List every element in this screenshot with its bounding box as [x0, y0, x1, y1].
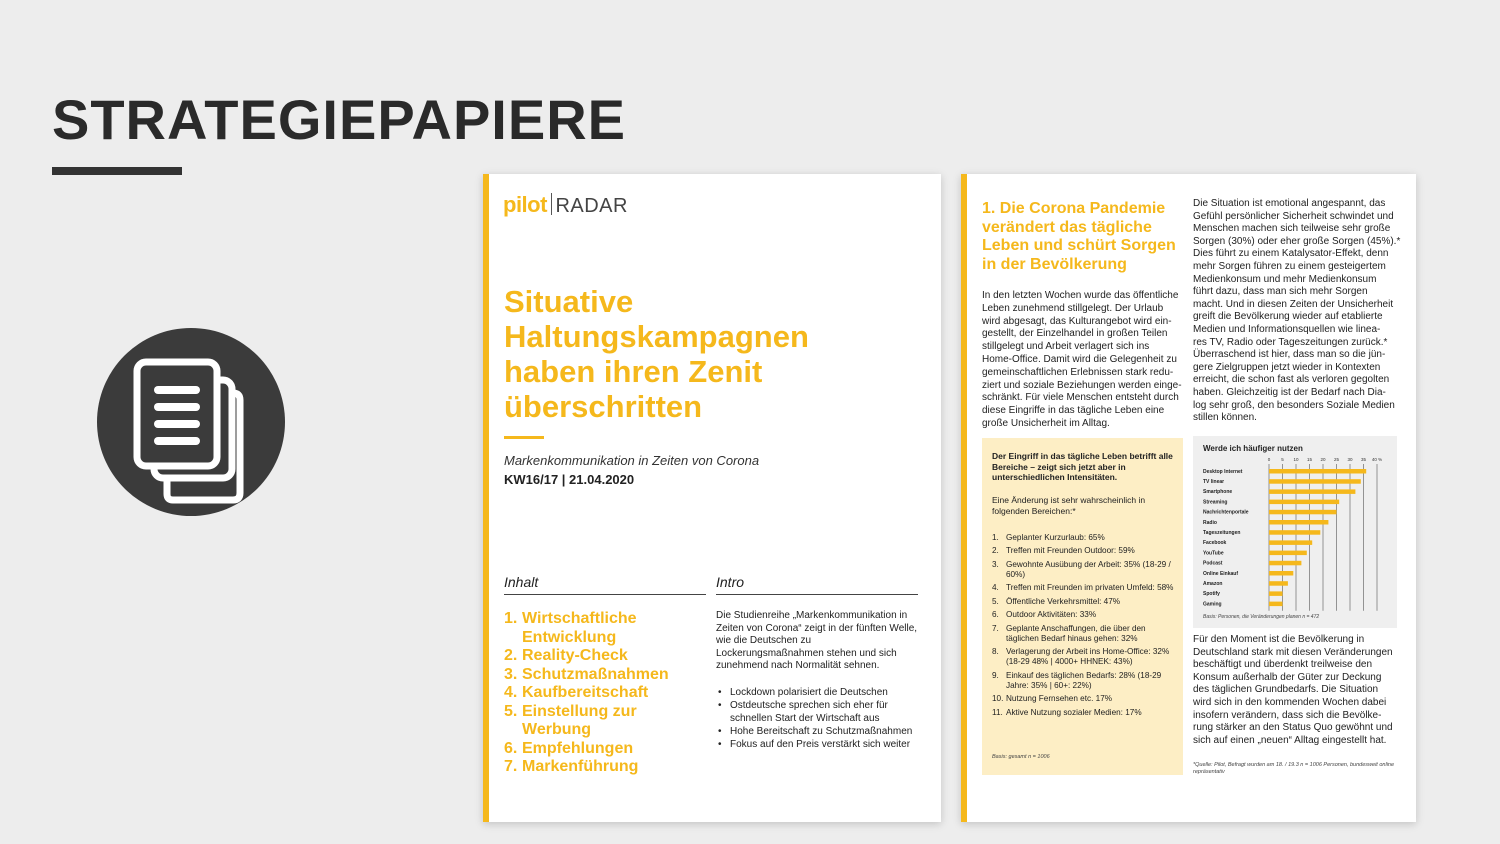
box-list-item: 1. Geplanter Kurzurlaub: 65% [992, 533, 1105, 542]
intro-bullet: • Hohe Bereitschaft zu Schutzmaßnahmen [716, 725, 926, 738]
chart-title: Werde ich häufiger nutzen [1203, 444, 1303, 453]
box-subheading: Eine Änderung ist sehr wahrscheinlich in folgenden Bereichen:* [992, 495, 1146, 516]
page-accent-edge [961, 174, 967, 822]
source-footnote: *Quelle: Pilot, Befragt wurden am 18. / 19.3 n = 1006 Personen, bundesweit online repräsentativ [1193, 762, 1395, 775]
section-body-left: In den letzten Wochen wurde das öffentliche Leben zunehmend stillgelegt. Der Urlaub wird abgesagt, das Kulturangebot wird ein- gestellt, der Einzelhandel in großen Teilen stillgelegt und Arbeit verlagert sich ins Home-Office. Damit wird die Gelegenheit zu gemeinschaftlichen Erlebnissen stark redu- ziert und soziale Beziehungen werden einge- schränkt. Für viele Menschen entsteht durch diese Eingriffe in das tägliche Leben eine große Unsicherheit im Alltag. [982, 290, 1182, 429]
toc-item[interactable]: 2. Reality-Check [504, 647, 628, 664]
toc-item[interactable]: 6. Empfehlungen [504, 739, 634, 757]
category-label: Spotify [1203, 591, 1220, 598]
tick-label: 35 [1360, 457, 1367, 462]
page-accent-edge [483, 174, 489, 822]
bar [1269, 571, 1293, 576]
inhalt-heading: Inhalt [504, 574, 539, 590]
category-label: Nachrichtenportale [1203, 509, 1249, 516]
documents-icon [97, 328, 285, 516]
category-label: Amazon [1203, 581, 1223, 587]
box-list-item: 2. Treffen mit Freunden Outdoor: 59% [992, 546, 1135, 556]
box-list-item: 7. Geplante Anschaffungen, die über den täglichen Bedarf hinaus gehen: 32% [992, 623, 1146, 643]
toc-item-continued: Entwicklung [522, 628, 617, 646]
intro-bullet: • Fokus auf den Preis verstärkt sich weiter [716, 738, 926, 751]
box-list [992, 533, 1180, 721]
intro-text: Die Studienreihe „Markenkommunikation in Zeiten von Corona“ zeigt in der fünften Welle, wie die Deutschen zu Lockerungsmaßnahmen stehen und sich zunehmend nach Normalität sehnen. [716, 610, 918, 671]
bar [1269, 510, 1337, 515]
section-heading: 1. Die Corona Pandemie verändert das tägliche Leben und schürt Sorgen in der Bevölkerung [982, 200, 1176, 273]
box-list-item: 11. Aktive Nutzung sozialer Medien: 17% [992, 707, 1142, 717]
tick-label: 20 [1320, 457, 1326, 462]
toc-item[interactable]: 4. Kaufbereitschaft [504, 684, 649, 701]
document-page-content [961, 174, 1416, 822]
category-label: Online Einkauf [1203, 570, 1239, 577]
slide-title: STRATEGIEPAPIERE [52, 88, 627, 151]
toc-item[interactable]: 5. Einstellung zur [504, 702, 637, 720]
table-of-contents [504, 610, 704, 777]
box-list-item: 5. Öffentliche Verkehrsmittel: 47% [992, 596, 1121, 606]
category-label: TV linear [1203, 479, 1225, 485]
category-label: Smartphone [1203, 489, 1233, 496]
tick-label: 30 [1347, 457, 1353, 462]
bar [1269, 489, 1355, 494]
category-label: Streaming [1203, 499, 1228, 506]
inhalt-rule [504, 594, 706, 595]
toc-item[interactable]: 7. Markenführung [504, 758, 639, 775]
bar [1269, 469, 1366, 474]
title-underline [52, 167, 182, 175]
box-list-item: 4. Treffen mit Freunden im privaten Umfeld: 58% [992, 583, 1174, 593]
category-label: YouTube [1203, 550, 1224, 557]
intro-bullet: • Lockdown polarisiert die Deutschen [716, 686, 926, 699]
tick-label: 25 [1333, 457, 1340, 462]
category-label: Gaming [1203, 601, 1222, 608]
intro-bullet: • Ostdeutsche sprechen sich eher für schnellen Start der Wirtschaft aus [716, 699, 926, 725]
category-label: Desktop Internet [1203, 468, 1243, 475]
bar [1269, 540, 1312, 545]
toc-item[interactable]: 1. Wirtschaftliche [504, 610, 637, 627]
intro-heading: Intro [716, 574, 745, 590]
toc-item-continued: Werbung [522, 721, 592, 738]
tick-label: 40 % [1371, 457, 1383, 462]
intro-bullets [716, 686, 926, 751]
category-label: Radio [1203, 519, 1217, 526]
box-list-item: 3. Gewohnte Ausübung der Arbeit: 35% (18-29 / 60%) [992, 559, 1171, 579]
bar [1269, 530, 1320, 535]
box-heading: Der Eingriff in das tägliche Leben betrifft alle Bereiche – zeigt sich jetzt aber in unterschiedlichen Intensitäten. [992, 451, 1173, 482]
pilot-radar-logo: pilot RADAR [503, 192, 628, 217]
box-footnote: Basis: gesamt n = 1006 [992, 754, 1050, 760]
category-label: Podcast [1203, 560, 1223, 567]
bar [1269, 551, 1307, 556]
bar [1269, 479, 1361, 484]
box-list-item: 10. Nutzung Fernsehen etc. 17% [992, 694, 1113, 704]
box-list-item: 6. Outdoor Aktivitäten: 33% [992, 610, 1097, 620]
intro-rule [716, 594, 918, 595]
section-body-right: Die Situation ist emotional angespannt, das Gefühl persönlicher Sicherheit schwindet und Menschen machen sich teilweise sehr große Sorgen (30%) oder eher große Sorgen (45%).* Dies führt zu einem Katalysator-Effekt, denn mehr Sorgen führen zu einem gesteigertem Medienkonsum und mehr Medienkonsum führt dazu, dass man sich mehr Sorgen macht. Und in diesen Zeiten der Unsicherheit greift die Bevölkerung wieder auf etablierte Medien und Informationsquellen wie linea- res TV, Radio oder Tageszeitungen zurück.* Überraschend ist hier, dass man so die jün- gere Zielgruppen jetzt wieder in Kontexten erreicht, die schon fast als verloren gegolten haben. Gleichzeitig ist der Bedarf nach Dia- log sehr groß, den besonders Soziale Medien stillen können. [1193, 198, 1401, 424]
bar [1269, 500, 1339, 505]
toc-item[interactable]: 3. Schutzmaßnahmen [504, 665, 669, 683]
document-date: KW16/17 | 21.04.2020 [504, 472, 635, 487]
media-usage-chart [1193, 436, 1397, 628]
bar [1269, 591, 1283, 596]
category-label: Facebook [1203, 540, 1227, 547]
category-label: Tageszeitungen [1203, 530, 1241, 536]
title-rule [504, 436, 544, 439]
box-list-item: 8. Verlagerung der Arbeit ins Home-Office: 32% (18-29 48% | 4000+ HHNEK: 43%) [992, 647, 1170, 667]
chart-footnote: Basis: Personen, die Veränderungen planen n = 472 [1203, 614, 1320, 620]
bar [1269, 561, 1301, 566]
bar [1269, 602, 1283, 607]
section-body-right-2: Für den Moment ist die Bevölkerung in Deutschland stark mit diesen Veränderungen beschäftigt und überdenkt treilweise den Konsum außerhalb der Güter zur Deckung des täglichen Grundbedarfs. Die Situation wird sich in den kommenden Wochen dabei insofern verändern, dass sich die Bevölke- rung stärker an den Status Quo gewöhnt und sich auf einen „neuen“ Alltag eingestellt hat. [1193, 634, 1393, 746]
box-list-item: 9. Einkauf des täglichen Bedarfs: 28% (18-29 Jahre: 35% | 60+: 22%) [992, 670, 1162, 690]
bar-chart-svg [1193, 436, 1397, 628]
document-page-cover [483, 174, 941, 822]
bar [1269, 520, 1328, 525]
highlight-box [982, 438, 1183, 775]
tick-label: 15 [1306, 457, 1313, 462]
bar [1269, 581, 1288, 586]
tick-label: 0 [1267, 457, 1271, 462]
document-title: Situative Haltungskampagnen haben ihren Zenit überschritten [504, 284, 809, 424]
tick-label: 10 [1293, 457, 1299, 462]
tick-label: 5 [1281, 457, 1284, 462]
document-subtitle: Markenkommunikation in Zeiten von Corona [504, 453, 760, 468]
